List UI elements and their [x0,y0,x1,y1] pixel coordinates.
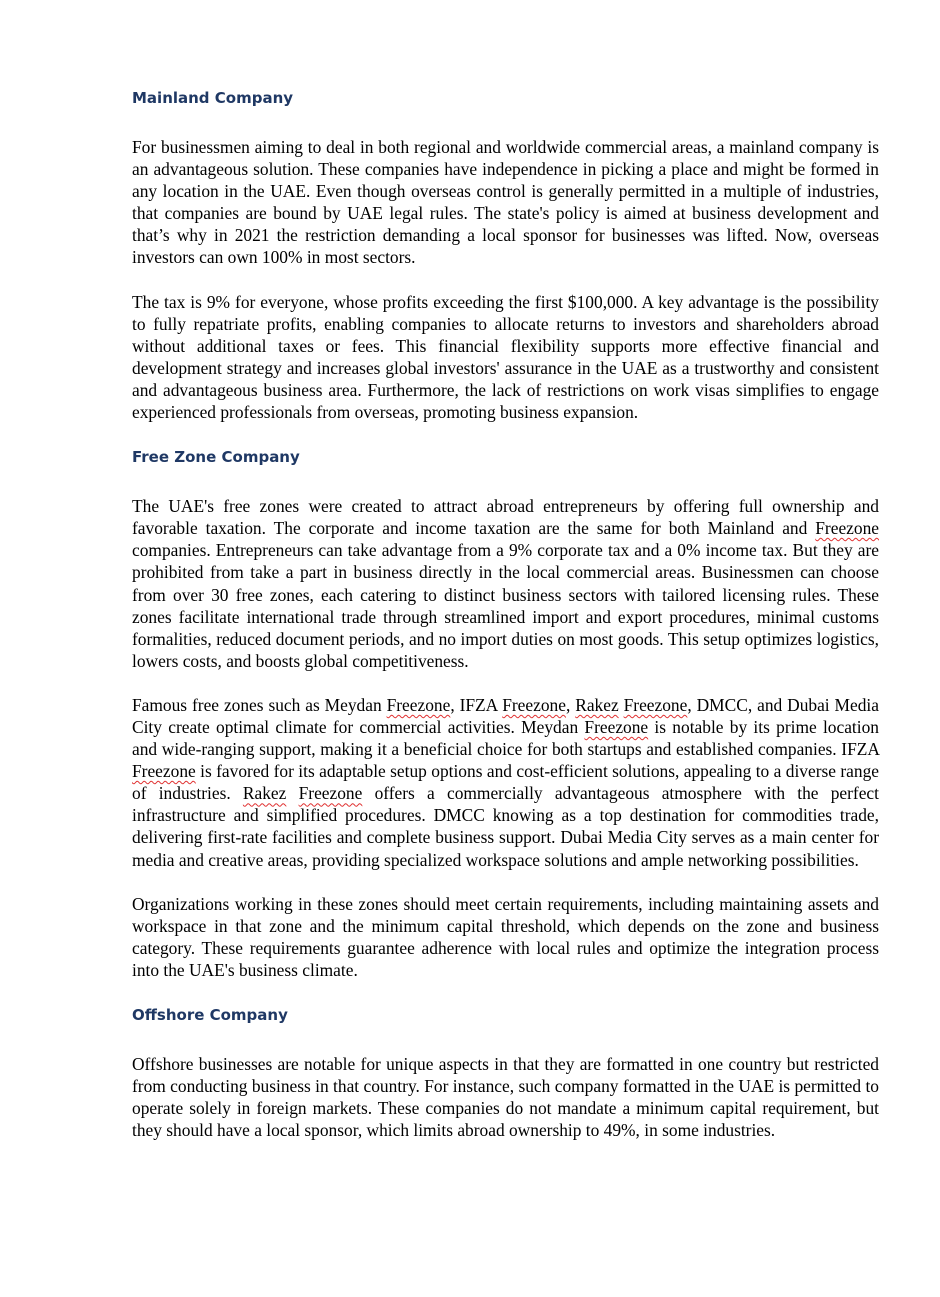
spellcheck-flag[interactable]: Freezone [584,716,649,737]
document-page [132,86,879,1163]
section-heading-free-zone: Free Zone Company [132,448,300,467]
paragraph-mainland-1: For businessmen aiming to deal in both regional and worldwide commercial areas, a mainland company is an advantageous solution. These companies have independence in picking a place and might be formed in any location in the UAE. Even though overseas control is generally permitted in a multiple of industries, that companies are bound by UAE legal rules. The state's policy is aimed at business development and that’s why in 2021 the restriction demanding a local sponsor for businesses was lifted. Now, overseas investors can own 100% in most sectors. [132,137,879,268]
spellcheck-flag[interactable]: Rakez [242,783,287,804]
spellcheck-flag[interactable]: Freezone [132,761,196,782]
paragraph-mainland-2: The tax is 9% for everyone, whose profits exceeding the first $100,000. A key advantage is the possibility to fully repatriate profits, enabling companies to allocate returns to investors and shareholders abroad without additional taxes or fees. This financial flexibility supports more effective financial and development strategy and increases global investors' assurance in the UAE as a trustworthy and consistent and advantageous business area. Furthermore, the lack of restrictions on work visas simplifies to engage experienced professionals from overseas, promoting business expansion. [132,291,879,423]
spellcheck-flag[interactable]: Freezone [815,518,879,539]
paragraph-offshore-1: Offshore businesses are notable for unique aspects in that they are formatted in one country but restricted from conducting business in that country. For instance, such company formatted in the UAE is permitted to operate solely in foreign markets. These companies do not mandate a minimum capital requirement, but they should have a local sponsor, which limits abroad ownership to 49%, in some industries. [132,1054,879,1141]
paragraph-free-zone-3: Organizations working in these zones should meet certain requirements, including maintaining assets and workspace in that zone and the minimum capital threshold, which depends on the zone and business category. These requirements guarantee adherence with local rules and optimize the integration process into the UAE's business climate. [132,893,879,980]
spellcheck-flag[interactable]: Freezone [298,783,363,804]
paragraph-free-zone-1: The UAE's free zones were created to attract abroad entrepreneurs by offering full ownership and favorable taxation. The corporate and income taxation are the same for both Mainland and Freezone companies. Entrepreneurs can take advantage from a 9% corporate tax and a 0% income tax. But they are prohibited from take a part in business directly in the local commercial areas. Businessmen can choose from over 30 free zones, each catering to distinct business sectors with tailored licensing rules. These zones facilitate international trade through streamlined import and export procedures, minimal customs formalities, reduced document periods, and no import duties on most goods. This setup optimizes logistics, lowers costs, and boosts global competitiveness. [132,496,879,671]
section-heading-offshore: Offshore Company [132,1006,288,1024]
section-heading-mainland: Mainland Company [132,89,294,107]
spellcheck-flag[interactable]: Freezone [502,694,566,715]
spellcheck-flag[interactable]: Freezone [623,694,688,715]
spellcheck-flag[interactable]: Rakez [575,694,619,715]
spellcheck-flag[interactable]: Freezone [386,694,451,715]
paragraph-free-zone-2: Famous free zones such as Meydan Freezone, IFZA Freezone, Rakez Freezone, DMCC, and Dubai Media City create optimal climate for commercial activities. Meydan Freezone is notable by its prime location and wide-ranging support, making it a beneficial choice for both startups and established companies. IFZA Freezone is favored for its adaptable setup options and cost-efficient solutions, appealing to a diverse range of industries. Rakez Freezone offers a commercially advantageous atmosphere with the perfect infrastructure and simplified procedures. DMCC knowing as a top destination for commodities trade, delivering first-rate facilities and complete business support. Dubai Media City serves as a main center for media and creative areas, providing specialized workspace solutions and ample networking possibilities. [132,694,879,870]
